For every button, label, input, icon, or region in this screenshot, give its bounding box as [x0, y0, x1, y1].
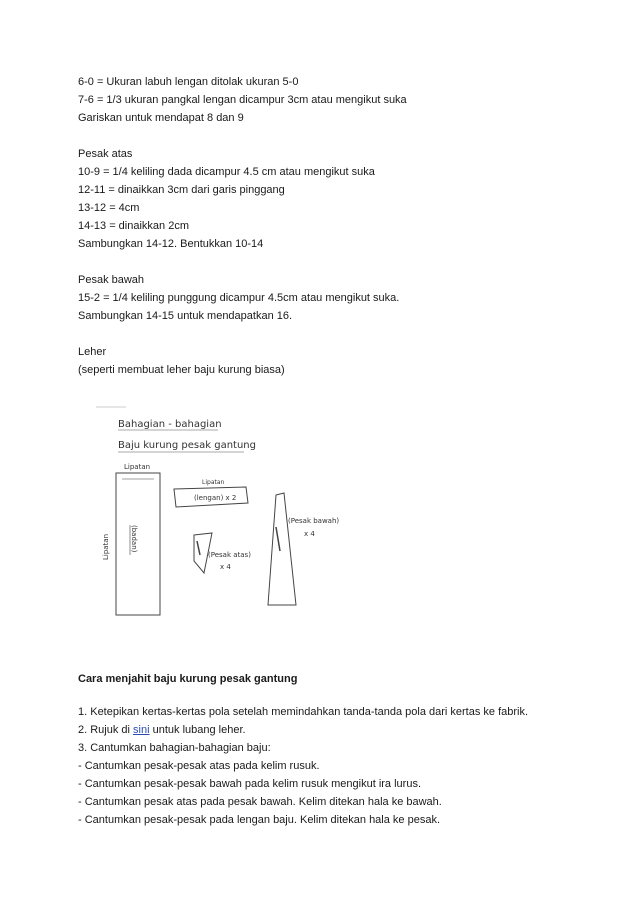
text-line: Sambungkan 14-12. Bentukkan 10-14	[78, 238, 264, 250]
text-line: 15-2 = 1/4 keliling punggung dicampur 4.5cm atau mengikut suka.	[78, 292, 400, 304]
lipatan-top-label: Lipatan	[124, 463, 151, 471]
pesak-atas-count: x 4	[220, 563, 231, 571]
text-line: 7-6 = 1/3 ukuran pangkal lengan dicampur 3cm atau mengikut suka	[78, 94, 407, 106]
step-2-prefix: 2. Rujuk di	[78, 724, 134, 736]
text-line: 6-0 = Ukuran labuh lengan ditolak ukuran 5-0	[78, 76, 299, 88]
leher-heading: Leher	[78, 346, 107, 358]
sketch-title-2: Baju kurung pesak gantung	[118, 440, 256, 451]
pesak-bawah-label: (Pesak bawah)	[288, 517, 340, 525]
text-line: 12-11 = dinaikkan 3cm dari garis pinggang	[78, 184, 285, 196]
text-line: 10-9 = 1/4 keliling dada dicampur 4.5 cm atau mengikut suka	[78, 166, 375, 178]
step-2-suffix: untuk lubang leher.	[149, 724, 246, 736]
text-line: Gariskan untuk mendapat 8 dan 9	[78, 112, 244, 124]
pattern-sketch	[96, 405, 366, 625]
pesak-atas-label: (Pesak atas)	[208, 551, 251, 559]
cara-heading: Cara menjahit baju kurung pesak gantung	[78, 673, 298, 685]
text-line: 14-13 = dinaikkan 2cm	[78, 220, 189, 232]
sketch-title-1: Bahagian - bahagian	[118, 419, 222, 430]
text-line: (seperti membuat leher baju kurung biasa)	[78, 364, 285, 376]
text-line: 13-12 = 4cm	[78, 202, 140, 214]
bullet-item: - Cantumkan pesak-pesak bawah pada kelim rusuk mengikut ira lurus.	[78, 778, 421, 790]
bullet-item: - Cantumkan pesak-pesak pada lengan baju. Kelim ditekan hala ke pesak.	[78, 814, 441, 826]
step-2	[78, 723, 246, 737]
step-3: 3. Cantumkan bahagian-bahagian baju:	[78, 742, 271, 754]
sini-link[interactable]: sini	[133, 724, 150, 736]
badan-label: (badan)	[130, 525, 138, 553]
lengan-label: (lengan) x 2	[194, 494, 237, 502]
pesak-bawah-count: x 4	[304, 530, 315, 538]
step-1: 1. Ketepikan kertas-kertas pola setelah memindahkan tanda-tanda pola dari kertas ke fabrik.	[78, 706, 529, 718]
pesak-atas-heading: Pesak atas	[78, 148, 133, 160]
bullet-item: - Cantumkan pesak atas pada pesak bawah. Kelim ditekan hala ke bawah.	[78, 796, 442, 808]
text-line: Sambungkan 14-15 untuk mendapatkan 16.	[78, 310, 293, 322]
lipatan-lengan-label: Lipatan	[202, 479, 225, 486]
bullet-item: - Cantumkan pesak-pesak atas pada kelim rusuk.	[78, 760, 320, 772]
lipatan-side-label: Lipatan	[102, 533, 110, 560]
pesak-bawah-heading: Pesak bawah	[78, 274, 145, 286]
